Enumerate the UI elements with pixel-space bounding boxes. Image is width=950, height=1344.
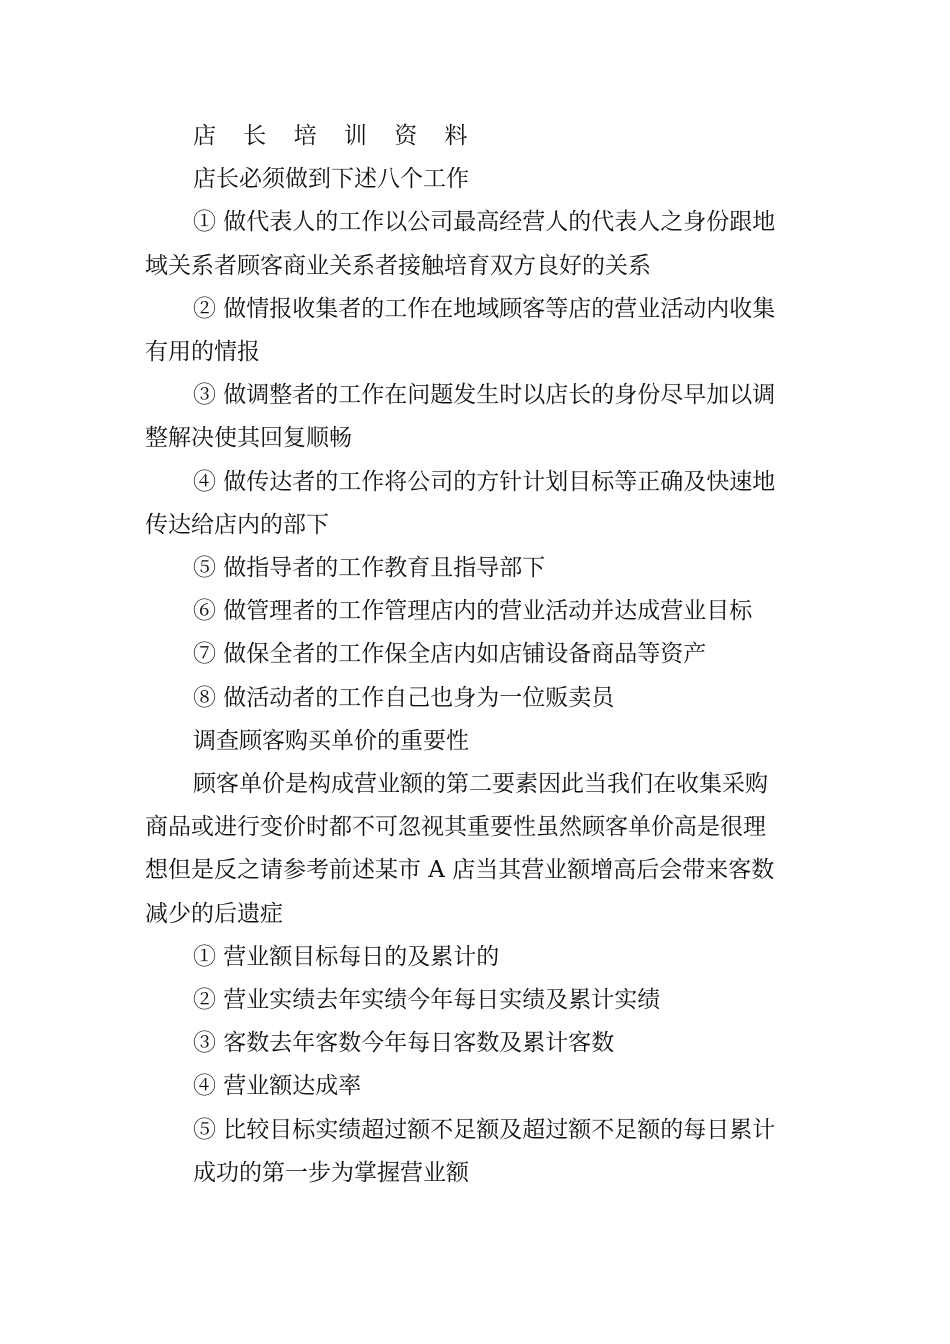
duty-3-line-1: ③ 做调整者的工作在问题发生时以店长的身份尽早加以调 (193, 382, 776, 409)
duty-3-line-2: 整解决使其回复顺畅 (145, 425, 352, 452)
document-body (145, 115, 810, 1195)
duty-2-line-1: ② 做情报收集者的工作在地域顾客等店的营业活动内收集 (193, 295, 776, 322)
duty-1-line-1: ① 做代表人的工作以公司最高经营人的代表人之身份跟地 (193, 209, 776, 236)
duty-1-line-2: 域关系者顾客商业关系者接触培育双方良好的关系 (145, 252, 651, 279)
duty-8: ⑧ 做活动者的工作自己也身为一位贩卖员 (193, 684, 615, 711)
list-item: ① 营业额目标每日的及累计的 (193, 943, 500, 970)
list-item: ② 营业实绩去年实绩今年每日实绩及累计实绩 (193, 987, 661, 1014)
list-item: ③ 客数去年客数今年每日客数及累计客数 (193, 1030, 615, 1057)
list-item: ④ 营业额达成率 (193, 1073, 362, 1100)
duty-6: ⑥ 做管理者的工作管理店内的营业活动并达成营业目标 (193, 598, 753, 625)
duty-5: ⑤ 做指导者的工作教育且指导部下 (193, 555, 546, 582)
section-heading: 调查顾客购买单价的重要性 (193, 727, 469, 754)
paragraph-line-1: 顾客单价是构成营业额的第二要素因此当我们在收集采购 (193, 771, 768, 798)
duty-7: ⑦ 做保全者的工作保全店内如店铺设备商品等资产 (193, 641, 707, 668)
closing-line: 成功的第一步为掌握营业额 (193, 1159, 469, 1186)
duty-4-line-1: ④ 做传达者的工作将公司的方针计划目标等正确及快速地 (193, 468, 776, 495)
paragraph-line-2: 商品或进行变价时都不可忽视其重要性虽然顾客单价高是很理 (145, 814, 766, 841)
document-subtitle: 店长必须做到下述八个工作 (193, 166, 469, 193)
paragraph-line-4: 减少的后遗症 (145, 900, 283, 927)
duty-4-line-2: 传达给店内的部下 (145, 511, 329, 538)
paragraph-line-3: 想但是反之请参考前述某市 A 店当其营业额增高后会带来客数 (145, 857, 775, 884)
document-title: 店 长 培 训 资 料 (193, 123, 478, 149)
list-item: ⑤ 比较目标实绩超过额不足额及超过额不足额的每日累计 (193, 1116, 776, 1143)
duty-2-line-2: 有用的情报 (145, 339, 260, 366)
